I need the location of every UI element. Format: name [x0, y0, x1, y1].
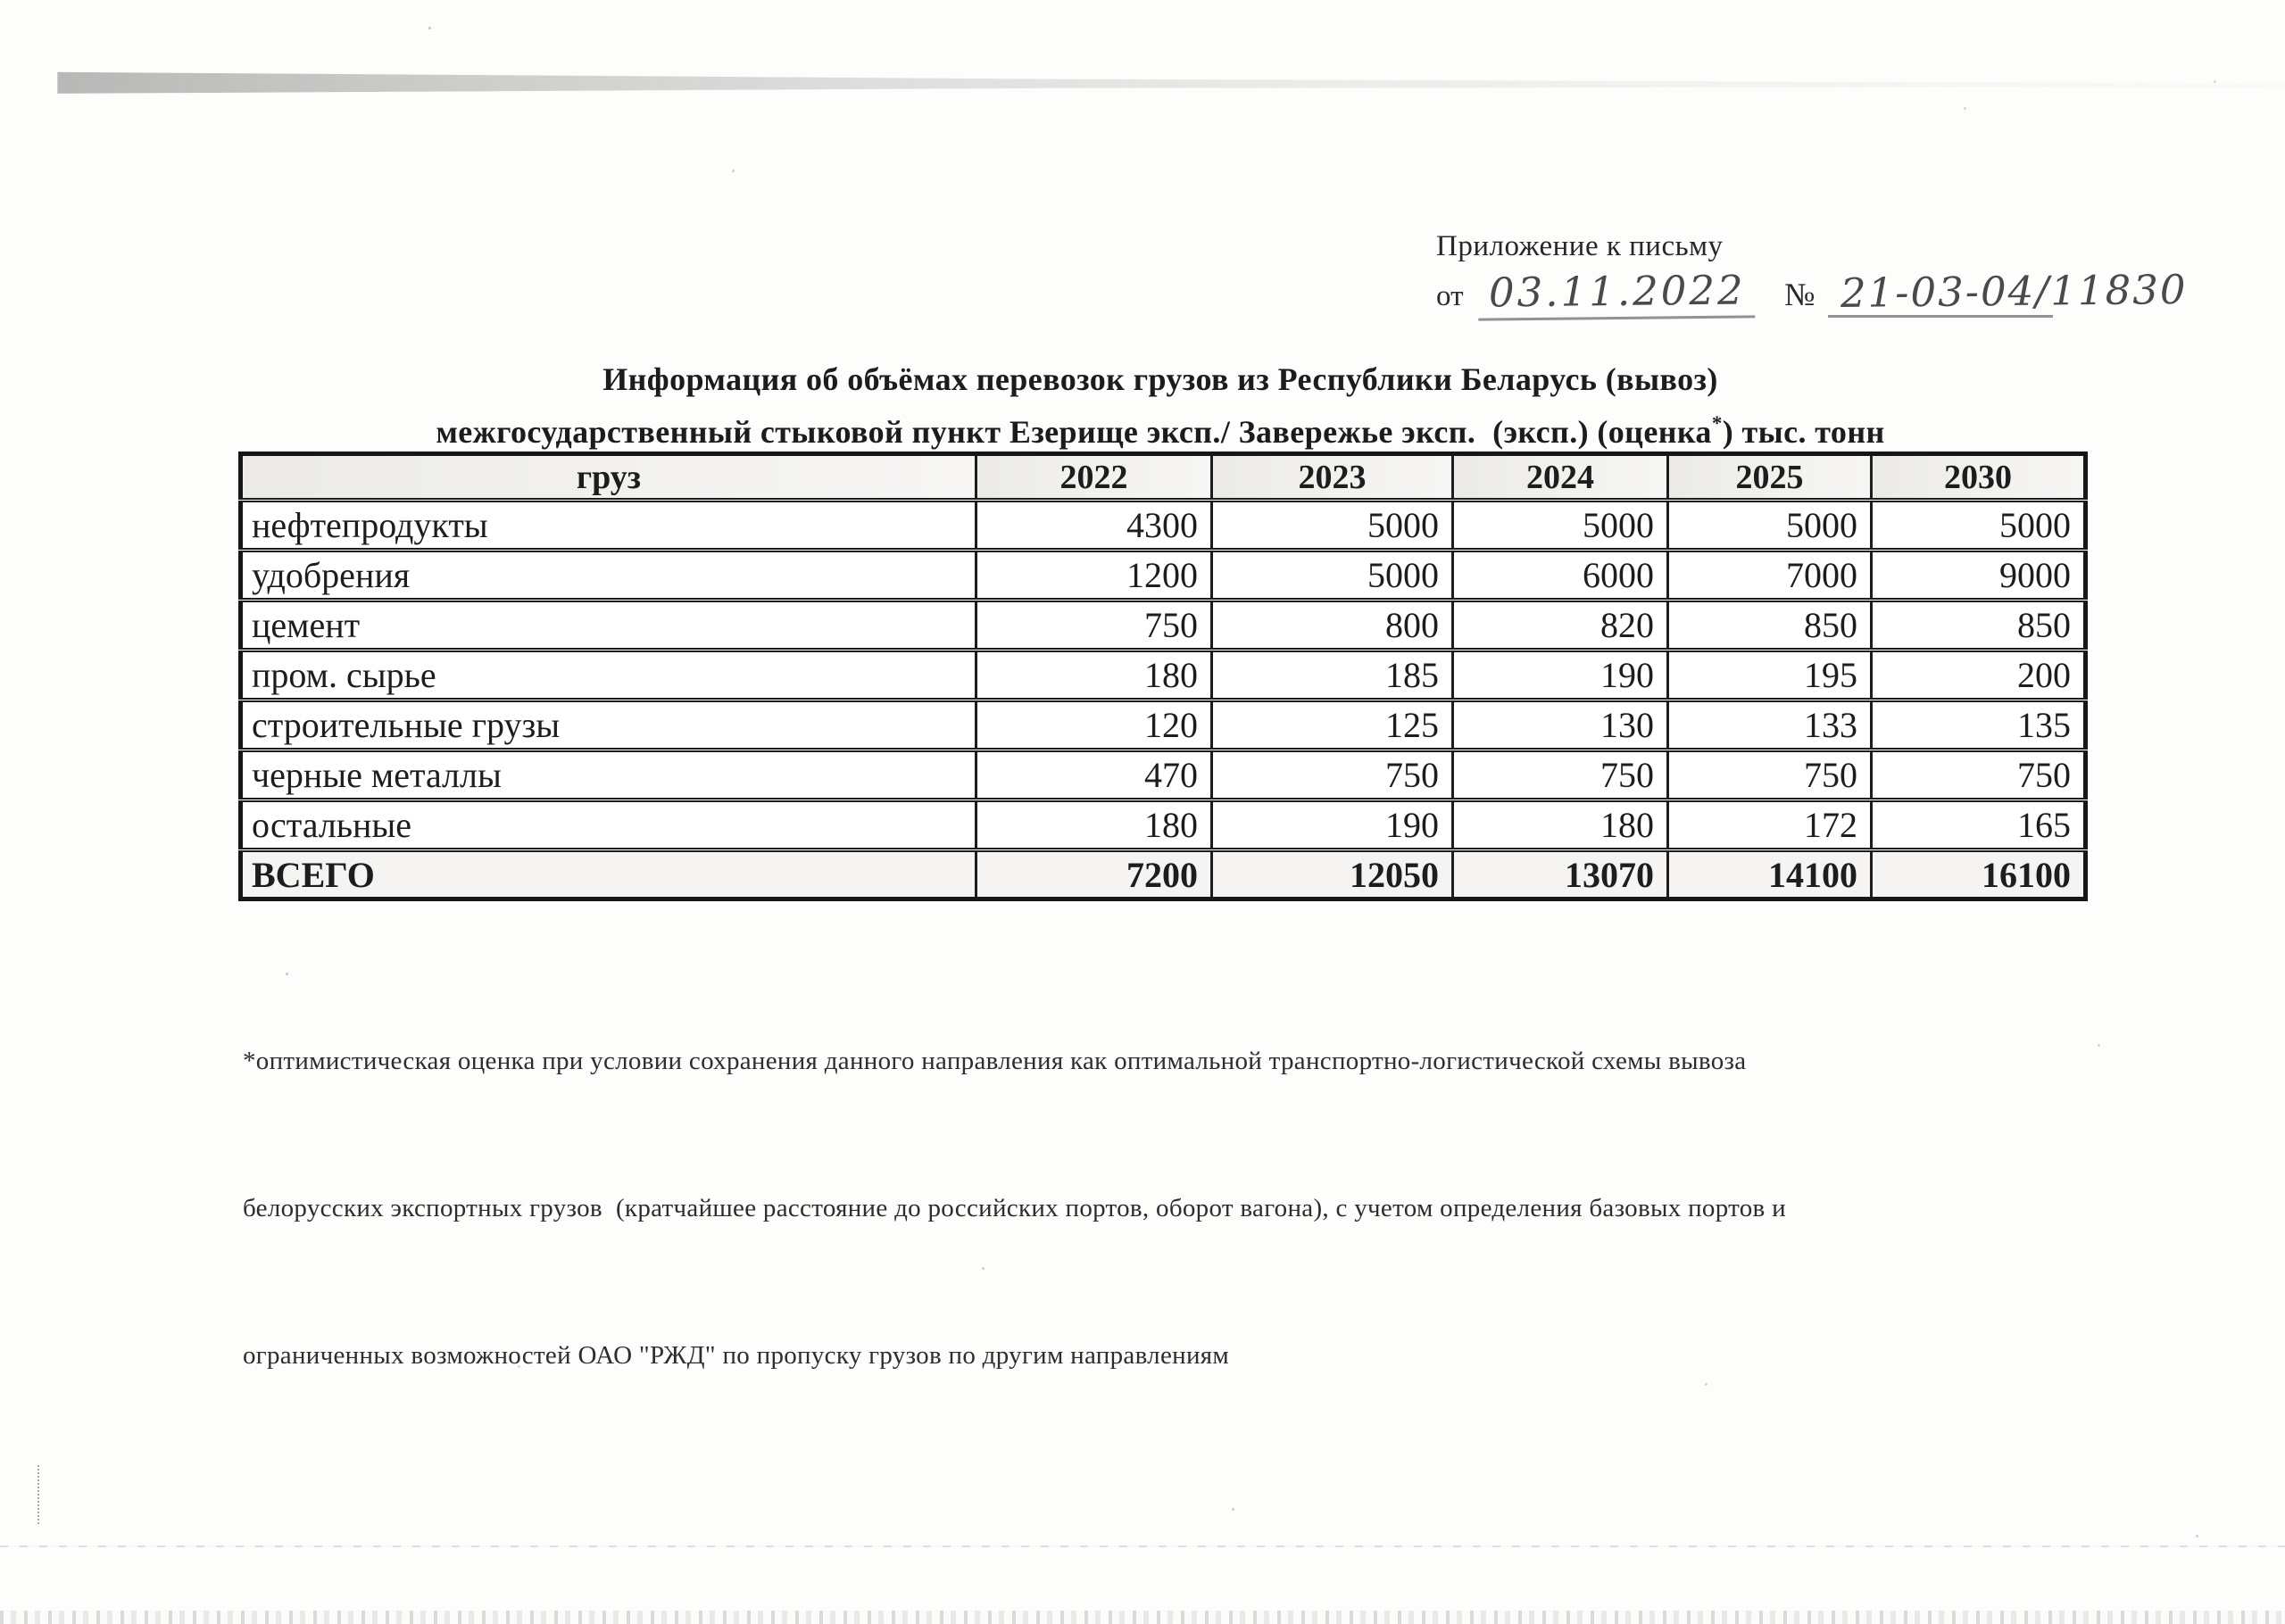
total-value-cell: 12050 [1212, 850, 1453, 899]
cargo-volumes-table [238, 452, 2088, 901]
cargo-label-cell: пром. сырье [241, 650, 976, 700]
value-cell: 130 [1453, 700, 1668, 750]
cargo-label-cell: черные металлы [241, 750, 976, 800]
header-cell-year-2025: 2025 [1668, 454, 1872, 501]
table-row [241, 601, 2086, 650]
total-value-cell: 14100 [1668, 850, 1872, 899]
footnote [243, 939, 1786, 1479]
table-header-row [241, 454, 2086, 501]
scan-speckles [428, 27, 431, 29]
value-cell: 5000 [1453, 501, 1668, 551]
header-cell-cargo: груз [241, 454, 976, 501]
letter-reference-line [1436, 265, 2190, 319]
value-cell: 5000 [1668, 501, 1872, 551]
value-cell: 7000 [1668, 551, 1872, 601]
value-cell: 5000 [1212, 501, 1453, 551]
cargo-label-cell: остальные [241, 800, 976, 850]
header-cell-year-2024: 2024 [1453, 454, 1668, 501]
letter-number-wrap [1832, 265, 2191, 318]
scan-left-mark-artifact [37, 1465, 39, 1524]
value-cell: 750 [1212, 750, 1453, 800]
value-cell: 9000 [1872, 551, 2086, 601]
cargo-label-cell: строительные грузы [241, 700, 976, 750]
letter-date-handwritten: 03.11.2022 [1477, 266, 1754, 320]
document-subtitle [196, 412, 2124, 451]
value-cell: 120 [976, 700, 1212, 750]
document-title: Информация об объёмах перевозок грузов из Республики Беларусь (вывоз) [602, 361, 1718, 397]
footnote-line: ограниченных возможностей ОАО "РЖД" по пропуску грузов по другим направлениям [243, 1341, 1230, 1370]
value-cell: 190 [1453, 650, 1668, 700]
total-value-cell: 7200 [976, 850, 1212, 899]
table-row [241, 551, 2086, 601]
value-cell: 190 [1212, 800, 1453, 850]
value-cell: 470 [976, 750, 1212, 800]
table-row [241, 700, 2086, 750]
value-cell: 133 [1668, 700, 1872, 750]
value-cell: 750 [1668, 750, 1872, 800]
total-value-cell: 16100 [1872, 850, 2086, 899]
document-subtitle-text: межгосударственный стыковой пункт Езерище эксп./ Завережье эксп. (эксп.) (оценка [436, 414, 1712, 450]
table-row [241, 750, 2086, 800]
from-label: от [1436, 280, 1464, 312]
scan-bottom-noise-artifact [0, 1611, 2285, 1624]
cargo-label-cell: нефтепродукты [241, 501, 976, 551]
value-cell: 800 [1212, 601, 1453, 650]
value-cell: 5000 [1212, 551, 1453, 601]
value-cell: 820 [1453, 601, 1668, 650]
value-cell: 6000 [1453, 551, 1668, 601]
value-cell: 180 [1453, 800, 1668, 850]
value-cell: 750 [1872, 750, 2086, 800]
cargo-label-cell: удобрения [241, 551, 976, 601]
table-total-row [241, 850, 2086, 899]
table-row [241, 501, 2086, 551]
scan-faint-line-artifact [0, 1545, 2285, 1547]
value-cell: 200 [1872, 650, 2086, 700]
value-cell: 180 [976, 800, 1212, 850]
value-cell: 850 [1668, 601, 1872, 650]
document-subtitle-units: ) тыс. тонн [1722, 414, 1885, 450]
footnote-asterisk-marker: * [1711, 412, 1723, 435]
value-cell: 195 [1668, 650, 1872, 700]
value-cell: 125 [1212, 700, 1453, 750]
scan-streak-artifact [57, 70, 2285, 95]
footnote-line: *оптимистическая оценка при условии сохранения данного направления как оптимальной транспортно-логистической схемы вывоза [243, 1047, 1747, 1075]
value-cell: 172 [1668, 800, 1872, 850]
appendix-reference-title: Приложение к письму [1436, 230, 1724, 262]
value-cell: 185 [1212, 650, 1453, 700]
header-cell-year-2023: 2023 [1212, 454, 1453, 501]
header-cell-year-2030: 2030 [1872, 454, 2086, 501]
table-row [241, 650, 2086, 700]
header-cell-year-2022: 2022 [976, 454, 1212, 501]
value-cell: 5000 [1872, 501, 2086, 551]
total-label-cell: ВСЕГО [241, 850, 976, 899]
value-cell: 750 [976, 601, 1212, 650]
table-row [241, 800, 2086, 850]
letter-number-handwritten: 21-03-04/11830 [1840, 265, 2188, 318]
value-cell: 1200 [976, 551, 1212, 601]
number-sign-label: № [1784, 277, 1816, 312]
total-value-cell: 13070 [1453, 850, 1668, 899]
value-cell: 135 [1872, 700, 2086, 750]
value-cell: 750 [1453, 750, 1668, 800]
value-cell: 850 [1872, 601, 2086, 650]
footnote-line: белорусских экспортных грузов (кратчайшее расстояние до российских портов, оборот вагона), с учетом определения базовых портов и [243, 1194, 1786, 1222]
value-cell: 4300 [976, 501, 1212, 551]
value-cell: 180 [976, 650, 1212, 700]
cargo-label-cell: цемент [241, 601, 976, 650]
value-cell: 165 [1872, 800, 2086, 850]
